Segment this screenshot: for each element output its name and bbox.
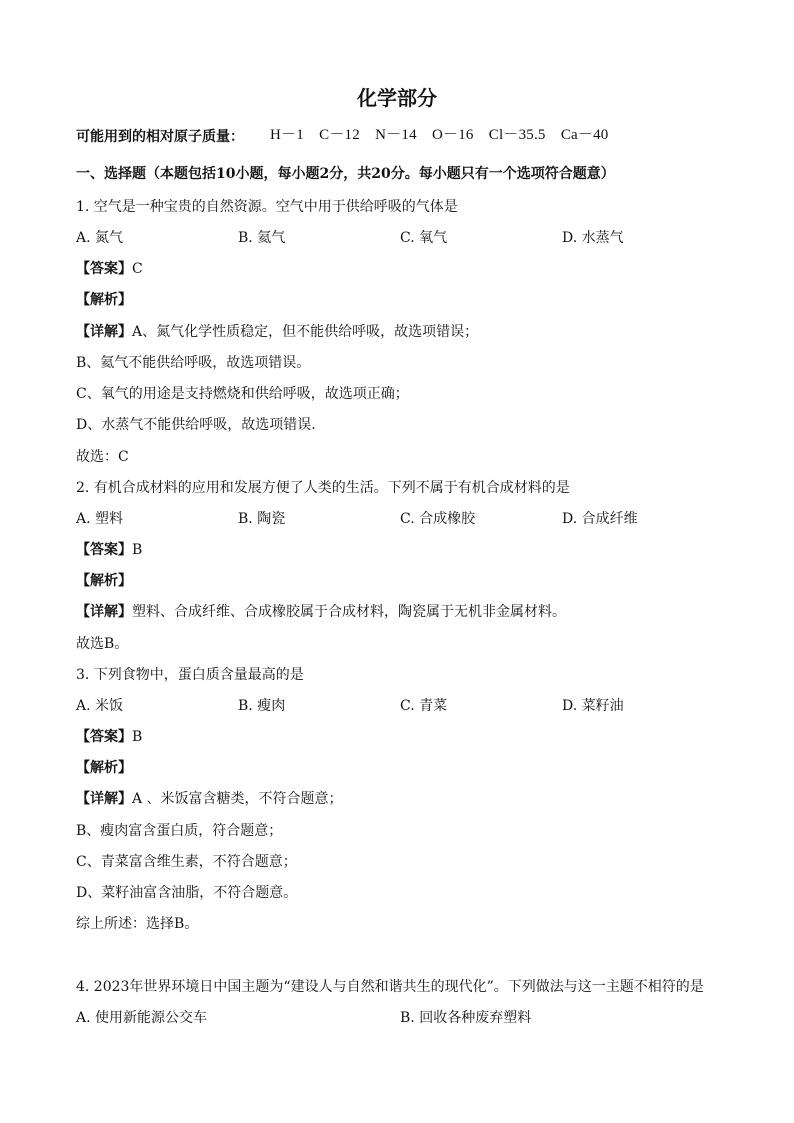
question-3-option-b: B. 瘦肉 <box>238 698 286 714</box>
question-1-option-a: A. 氮气 <box>76 230 124 246</box>
question-2-option-b: B. 陶瓷 <box>238 511 286 527</box>
question-3-analysis-tag: 【解析】 <box>76 760 132 776</box>
detail-text: 塑料、合成纤维、合成橡胶属于合成材料，陶瓷属于无机非金属材料。 <box>132 604 566 620</box>
answer-tag: 【答案】 <box>76 729 132 745</box>
question-3-stem: 3. 下列食物中，蛋白质含量最高的是 <box>76 667 304 683</box>
detail-text: A、氮气化学性质稳定，但不能供给呼吸，故选项错误； <box>132 324 479 340</box>
question-1-detail-2: B、氦气不能供给呼吸，故选项错误。 <box>76 355 311 371</box>
detail-tag: 【详解】 <box>76 791 132 807</box>
question-3-detail-1 <box>76 790 343 808</box>
question-3-conclusion: 综上所述：选择B。 <box>76 916 199 932</box>
question-3-detail-3: C、青菜富含维生素，不符合题意； <box>76 854 297 870</box>
detail-tag: 【详解】 <box>76 324 132 340</box>
answer-value: C <box>132 261 143 277</box>
question-4-option-b: B. 回收各种废弃塑料 <box>400 1010 532 1026</box>
question-2-conclusion: 故选B。 <box>76 636 129 652</box>
question-2-option-a: A. 塑料 <box>76 511 124 527</box>
answer-tag: 【答案】 <box>76 261 132 277</box>
section-heading: 一、选择题（本题包括10小题，每小题2分，共20分。每小题只有一个选项符合题意） <box>76 166 615 182</box>
question-4-stem: 4. 2023年世界环境日中国主题为“建设人与自然和谐共生的现代化”。下列做法与这一主题不相符的是 <box>76 979 704 995</box>
question-1-option-c: C. 氧气 <box>400 230 448 246</box>
question-1-detail-3: C、氧气的用途是支持燃烧和供给呼吸，故选项正确； <box>76 386 409 402</box>
question-2-stem: 2. 有机合成材料的应用和发展方便了人类的生活。下列不属于有机合成材料的是 <box>76 480 570 496</box>
question-1-detail-1 <box>76 323 478 341</box>
question-2-option-d: D. 合成纤维 <box>562 511 638 527</box>
page-title: 化学部分 <box>357 86 437 110</box>
answer-value: B <box>132 729 143 745</box>
question-3-detail-2: B、瘦肉富含蛋白质，符合题意； <box>76 823 283 839</box>
question-1-option-b: B. 氦气 <box>238 230 286 246</box>
question-2-analysis-tag: 【解析】 <box>76 573 132 589</box>
question-1-detail-4: D、水蒸气不能供给呼吸，故选项错误. <box>76 417 316 433</box>
question-3-option-a: A. 米饭 <box>76 698 124 714</box>
question-3-option-c: C. 青菜 <box>400 698 448 714</box>
atomic-mass-values: H－1 C－12 N－14 O－16 Cl－35.5 Ca－40 <box>270 127 609 143</box>
question-1-stem: 1. 空气是一种宝贵的自然资源。空气中用于供给呼吸的气体是 <box>76 199 458 215</box>
detail-tag: 【详解】 <box>76 604 132 620</box>
question-1-conclusion: 故选：C <box>76 449 129 465</box>
question-3-detail-4: D、菜籽油富含油脂，不符合题意。 <box>76 885 298 901</box>
question-3-answer <box>76 728 142 746</box>
question-2-option-c: C. 合成橡胶 <box>400 511 476 527</box>
atomic-mass-label: 可能用到的相对原子质量： <box>76 129 244 145</box>
question-2-answer <box>76 541 142 559</box>
answer-value: B <box>132 542 143 558</box>
question-1-answer <box>76 260 143 278</box>
answer-tag: 【答案】 <box>76 542 132 558</box>
question-2-detail-1 <box>76 603 566 621</box>
detail-text: A 、米饭富含糖类，不符合题意； <box>132 791 343 807</box>
question-3-option-d: D. 菜籽油 <box>562 698 624 714</box>
question-4-option-a: A. 使用新能源公交车 <box>76 1010 208 1026</box>
question-1-analysis-tag: 【解析】 <box>76 292 132 308</box>
question-1-option-d: D. 水蒸气 <box>562 230 624 246</box>
